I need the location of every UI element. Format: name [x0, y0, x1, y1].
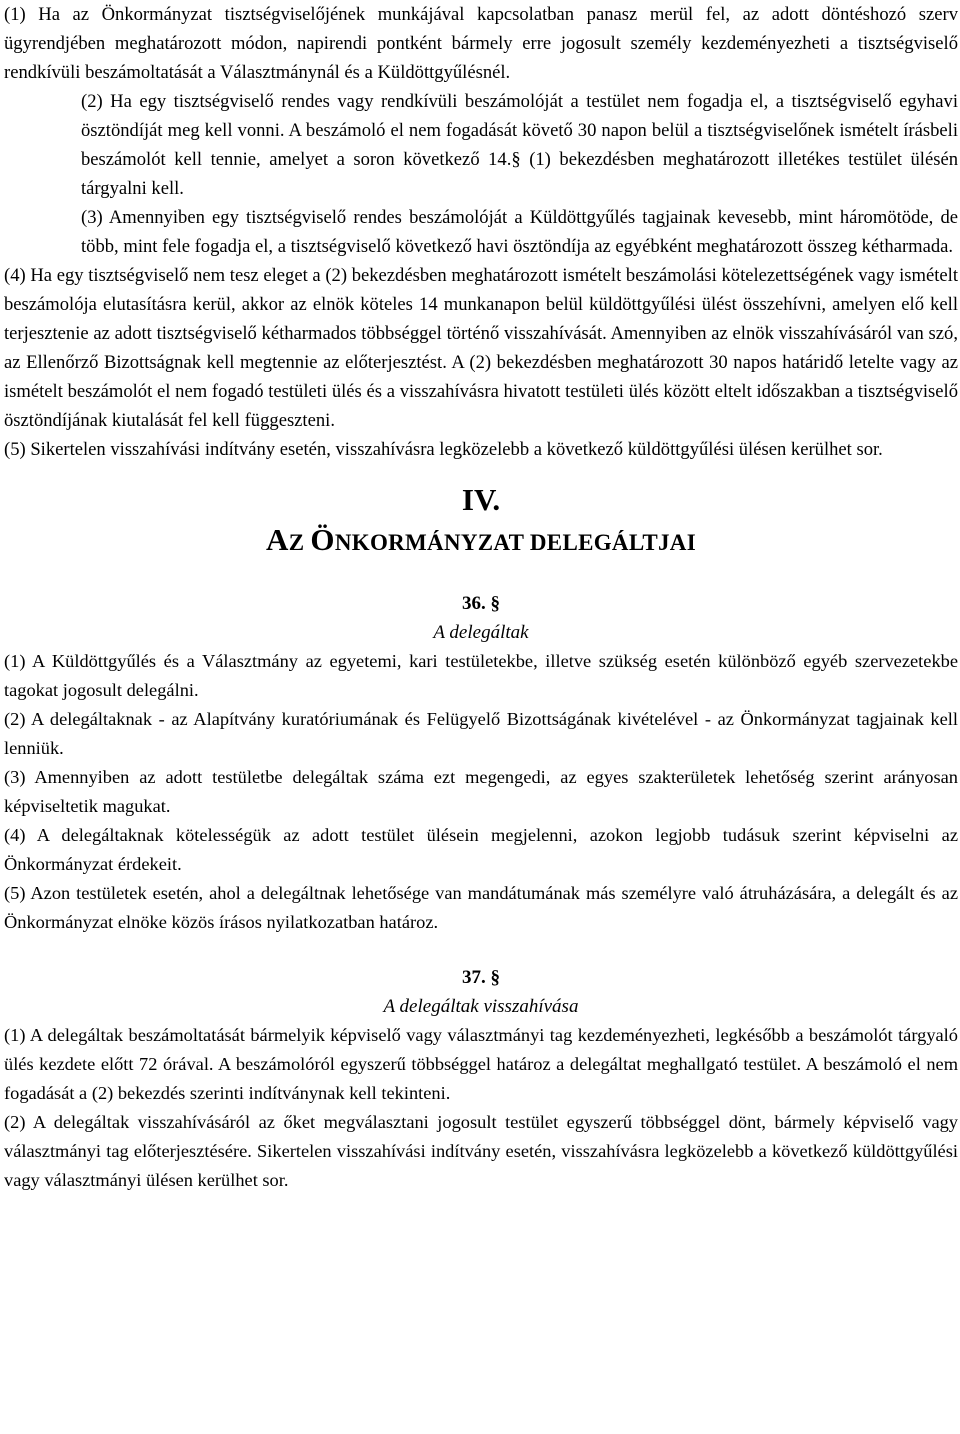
sec36-paragraph-1: (1) A Küldöttgyűlés és a Választmány az egyetemi, kari testületekbe, illetve szükség esetén különböző egyéb szervezetekbe tagokat jogosult delegálni. — [4, 651, 958, 700]
sec37-paragraph-1: (1) A delegáltak beszámoltatását bármelyik képviselő vagy választmányi tag kezdeményezheti, legkésőbb a beszámolót tárgyaló ülés kezdete előtt 72 órával. A beszámolóról egyszerű többséggel határoz a delegáltat meghallgató testület. A beszámoló el nem fogadását a (2) bekezdés szerinti indítványnak kell tekinteni. — [4, 1025, 958, 1103]
sec35-paragraph-3: (3) Amennyiben egy tisztségviselő rendes beszámolóját a Küldöttgyűlés tagjainak kevesebb, mint háromötöde, de több, mint fele fogadja el, a tisztségviselő következő havi ösztöndíja az egyébként meghatározott összeg kétharmada. — [81, 207, 958, 257]
sec35-paragraph-2: (2) Ha egy tisztségviselő rendes vagy rendkívüli beszámolóját a testület nem fogadja el, a tisztségviselő egyhavi ösztöndíját meg kell vonni. A beszámoló el nem fogadását követő 30 napon belül a tisztségviselőnek ismételt írásbeli beszámolót kell tennie, amelyet a soron következő 14.§ (1) bekezdésben meghatározott illetékes testület ülésén tárgyalni kell. — [81, 91, 958, 199]
sec36-paragraph-5: (5) Azon testületek esetén, ahol a delegáltnak lehetősége van mandátumának más személyre való átruházására, a delegált és az Önkormányzat elnöke közös írásos nyilatkozatban határoz. — [4, 883, 958, 932]
chapter-title — [4, 520, 958, 563]
chapter-title-part-z: Z — [288, 530, 311, 555]
section-36-number: 36. § — [462, 593, 500, 614]
sec35-paragraph-1: (1) Ha az Önkormányzat tisztségviselőjének munkájával kapcsolatban panasz merül fel, az adott döntéshozó szerv ügyrendjében meghatározott módon, napirendi pontként bármely erre jogosult személy kezdeményezheti a tisztségviselő rendkívüli beszámoltatását a Választmánynál és a Küldöttgyűlésnél. — [4, 4, 958, 83]
chapter-title-initial-o: Ö — [310, 522, 335, 557]
sec35-paragraph-5: (5) Sikertelen visszahívási indítvány esetén, visszahívásra legközelebb a következő küldöttgyűlési ülésen kerülhet sor. — [4, 439, 883, 460]
chapter-number: IV. — [461, 482, 501, 517]
section-37-number: 37. § — [462, 967, 500, 988]
section-37-title: A delegáltak visszahívása — [383, 996, 579, 1017]
chapter-title-initial-a: A — [266, 522, 289, 557]
chapter-title-rest: NKORMÁNYZAT DELEGÁLTJAI — [334, 530, 696, 555]
sec36-paragraph-4: (4) A delegáltaknak kötelességük az adott testület ülésein megjelenni, azokon legjobb tudásuk szerint képviselni az Önkormányzat érdekeit. — [4, 825, 958, 874]
section-36-title: A delegáltak — [433, 622, 529, 643]
sec35-paragraph-4: (4) Ha egy tisztségviselő nem tesz eleget a (2) bekezdésben meghatározott ismételt beszámolási kötelezettségének vagy ismételt beszámolója elutasításra kerül, akkor az elnök köteles 14 munkanapon belül küldöttgyűlési ülést összehívni, amelyen elő kell terjesztenie az adott tisztségviselő kétharmados többséggel történő visszahívását. Amennyiben az elnök visszahívásáról van szó, az Ellenőrző Bizottságnak kell megtennie az előterjesztést. A (2) bekezdésben meghatározott 30 napos határidő letelte vagy az ismételt beszámolót el nem fogadó testületi ülés és a visszahívásra hivatott testületi ülés között eltelt időszakban a tisztségviselő ösztöndíjának kiutalását fel kell függeszteni. — [4, 265, 958, 431]
sec36-paragraph-2: (2) A delegáltaknak - az Alapítvány kuratóriumának és Felügyelő Bizottságának kivételével - az Önkormányzat tagjainak kell lenniük. — [4, 709, 958, 758]
sec37-paragraph-2: (2) A delegáltak visszahívásáról az őket megválasztani jogosult testület egyszerű többséggel dönt, bármely képviselő vagy választmányi tag előterjesztésére. Sikertelen visszahívási indítvány esetén, visszahívásra legközelebb a következő küldöttgyűlési vagy választmányi ülésen kerülhet sor. — [4, 1112, 958, 1190]
sec36-paragraph-3: (3) Amennyiben az adott testületbe delegáltak száma ezt megengedi, az egyes szakterületek lehetőség szerint arányosan képviseltetik magukat. — [4, 767, 958, 816]
